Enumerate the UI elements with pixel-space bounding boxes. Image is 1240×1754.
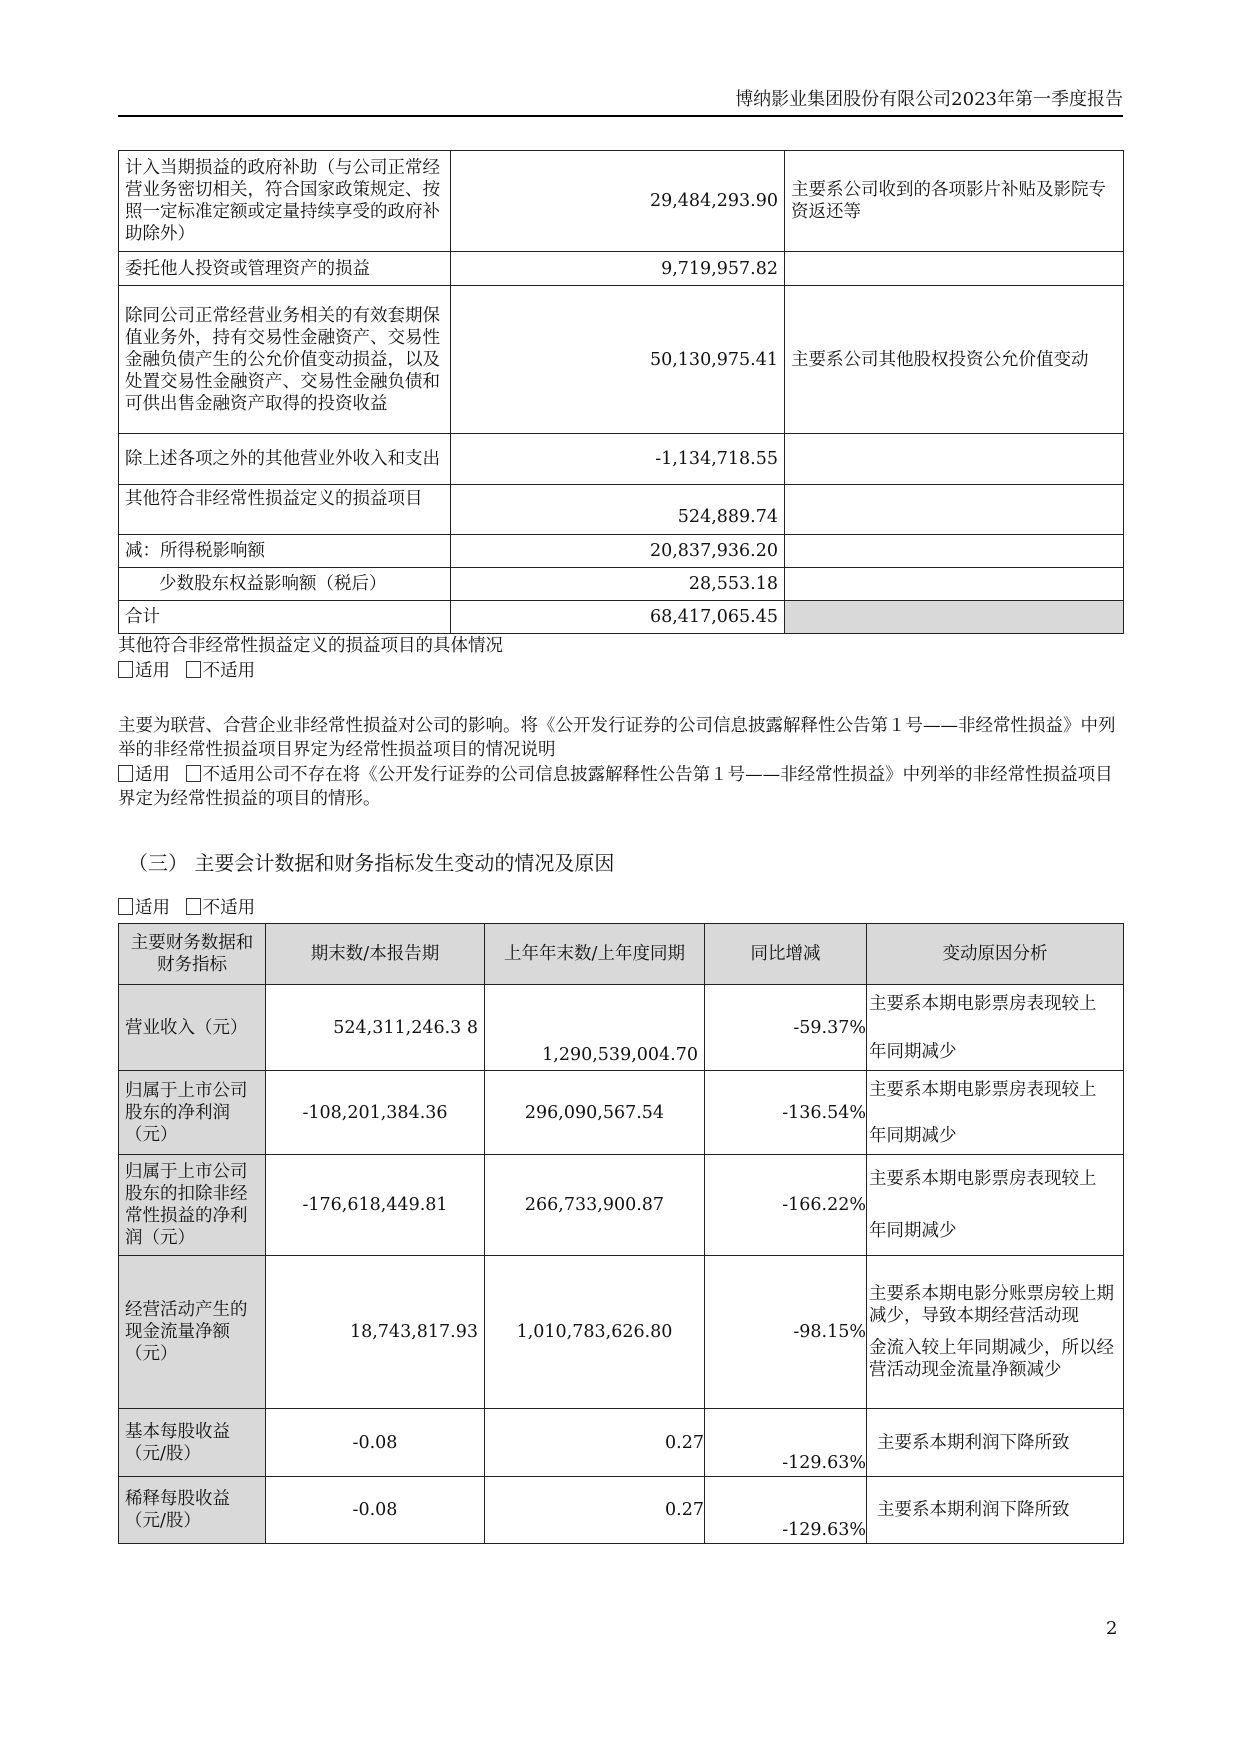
table-row: [119, 1477, 1124, 1544]
header-change: 同比增减: [705, 924, 867, 985]
amount-cell: -1,134,718.55: [451, 434, 785, 485]
item-cell: 委托他人投资或管理资产的损益: [119, 252, 451, 286]
item-cell: 基本每股收益（元/股）: [119, 1409, 266, 1477]
checkbox-applicable: [118, 765, 133, 782]
applicability-line-3: [118, 896, 255, 920]
reason-line-a: 主要系本期电影票房表现较上: [869, 1169, 1097, 1189]
change-cell: -136.54%: [705, 1071, 867, 1155]
reason-line-a: 主要系本期电影票房表现较上: [869, 1079, 1097, 1100]
item-cell: 计入当期损益的政府补助（与公司正常经营业务密切相关，符合国家政策规定、按照一定标准定额或定量持续享受的政府补助除外）: [119, 151, 451, 252]
table-row: [119, 985, 1124, 1071]
label-not-applicable: 不适用: [202, 898, 256, 918]
item-cell: 稀释每股收益（元/股）: [119, 1477, 266, 1544]
current-cell: -0.08: [266, 1477, 485, 1544]
table-row: [119, 485, 1124, 535]
table-row: [119, 1256, 1124, 1409]
reason-cell: 主要系本期利润下降所致: [867, 1409, 1124, 1477]
item-cell: 除上述各项之外的其他营业外收入和支出: [119, 434, 451, 485]
header-item: 主要财务数据和财务指标: [119, 924, 266, 985]
paragraph-1: 主要为联营、合营企业非经常性损益对公司的影响。将《公开发行证券的公司信息披露解释性公告第１号——非经常性损益》中列举的非经常性损益项目界定为经常性损益项目的情况说明: [118, 716, 1116, 760]
amount-cell: 50,130,975.41: [451, 286, 785, 434]
note-cell: [785, 434, 1124, 485]
note-cell: [785, 485, 1124, 535]
table-row: [119, 535, 1124, 568]
header-reason: 变动原因分析: [867, 924, 1124, 985]
amount-cell: 20,837,936.20: [451, 535, 785, 568]
table-row: [119, 1409, 1124, 1477]
table-row: [119, 601, 1124, 634]
amount-cell: 524,889.74: [451, 485, 785, 535]
note-cell: [785, 535, 1124, 568]
prior-cell: 1,290,539,004.70: [485, 985, 705, 1071]
non-recurring-items-table: [118, 150, 1124, 634]
reason-line-a: 主要系本期电影票房表现较上: [869, 993, 1097, 1014]
checkbox-not-applicable: [186, 661, 201, 678]
report-header: 博纳影业集团股份有限公司2023年第一季度报告: [735, 89, 1123, 110]
amount-cell: 9,719,957.82: [451, 252, 785, 286]
applicability-line-1: [118, 659, 255, 683]
change-cell: -129.63%: [705, 1409, 867, 1477]
other-items-title: 其他符合非经常性损益定义的损益项目的具体情况: [118, 636, 503, 656]
amount-cell: 29,484,293.90: [451, 151, 785, 252]
reason-cell: [867, 1155, 1124, 1256]
item-cell: 归属于上市公司股东的扣除非经常性损益的净利润（元）: [119, 1155, 266, 1256]
change-cell: -129.63%: [705, 1477, 867, 1544]
item-cell: 除同公司正常经营业务相关的有效套期保值业务外，持有交易性金融资产、交易性金融负债产生的公允价值变动损益，以及处置交易性金融资产、交易性金融负债和可供出售金融资产取得的投资收益: [119, 286, 451, 434]
item-cell: 其他符合非经常性损益定义的损益项目: [119, 485, 451, 535]
amount-cell: 28,553.18: [451, 568, 785, 601]
header-current: 期末数/本报告期: [266, 924, 485, 985]
reason-cell: [867, 985, 1124, 1071]
prior-cell: 296,090,567.54: [485, 1071, 705, 1155]
reason-cell: [867, 1071, 1124, 1155]
header-rule: [118, 115, 1123, 117]
reason-line-b: 金流入较上年同期减少，所以经营活动现金流量净额减少: [869, 1338, 1114, 1380]
table-header-row: [119, 924, 1124, 985]
paragraph-2: 不适用公司不存在将《公开发行证券的公司信息披露解释性公告第１号——非经常性损益》中列举的非经常性损益项目界定为经常性损益的项目的情形。: [118, 765, 1113, 809]
item-cell: 归属于上市公司股东的净利润（元）: [119, 1071, 266, 1155]
item-cell: 少数股东权益影响额（税后）: [119, 568, 451, 601]
reason-line-a: 主要系本期电影分账票房较上期减少，导致本期经营活动现: [869, 1284, 1114, 1326]
prior-cell: 0.27: [485, 1409, 705, 1477]
financial-indicators-table: [118, 923, 1124, 1544]
label-applicable: 适用: [135, 661, 170, 681]
table-row: [119, 1071, 1124, 1155]
label-applicable: 适用: [135, 898, 170, 918]
header-prior: 上年年末数/上年度同期: [485, 924, 705, 985]
total-label-cell: 合计: [119, 601, 451, 634]
change-cell: -98.15%: [705, 1256, 867, 1409]
table-row: [119, 252, 1124, 286]
reason-line-b: 年同期减少: [869, 1125, 957, 1146]
prior-cell: 1,010,783,626.80: [485, 1256, 705, 1409]
prior-cell: 0.27: [485, 1477, 705, 1544]
table-row: [119, 434, 1124, 485]
prior-cell: 266,733,900.87: [485, 1155, 705, 1256]
current-cell: -108,201,384.36: [266, 1071, 485, 1155]
checkbox-applicable: [118, 898, 133, 915]
total-amount-cell: 68,417,065.45: [451, 601, 785, 634]
item-cell: 减：所得税影响额: [119, 535, 451, 568]
note-cell: [785, 568, 1124, 601]
note-cell: 主要系公司其他股权投资公允价值变动: [785, 286, 1124, 434]
label-applicable: 适用: [135, 765, 170, 785]
current-cell: -0.08: [266, 1409, 485, 1477]
reason-cell: 主要系本期利润下降所致: [867, 1477, 1124, 1544]
change-cell: -166.22%: [705, 1155, 867, 1256]
item-cell: 营业收入（元）: [119, 985, 266, 1071]
table-row: [119, 151, 1124, 252]
total-note-cell: [785, 601, 1124, 634]
reason-line-b: 年同期减少: [869, 1221, 957, 1241]
checkbox-not-applicable: [186, 765, 201, 782]
current-cell: 18,743,817.93: [266, 1256, 485, 1409]
table-row: [119, 286, 1124, 434]
reason-line-b: 年同期减少: [869, 1041, 957, 1062]
section-heading: （三） 主要会计数据和财务指标发生变动的情况及原因: [128, 851, 615, 875]
note-cell: [785, 252, 1124, 286]
note-cell: 主要系公司收到的各项影片补贴及影院专资返还等: [785, 151, 1124, 252]
checkbox-not-applicable: [186, 898, 201, 915]
table-row: [119, 1155, 1124, 1256]
table-row: [119, 568, 1124, 601]
change-cell: -59.37%: [705, 985, 867, 1071]
item-cell: 经营活动产生的现金流量净额（元）: [119, 1256, 266, 1409]
current-cell: -176,618,449.81: [266, 1155, 485, 1256]
reason-cell: [867, 1256, 1124, 1409]
applicability-line-2: [118, 763, 1128, 811]
checkbox-applicable: [118, 661, 133, 678]
page-number: 2: [1106, 1618, 1118, 1639]
label-not-applicable: 不适用: [202, 661, 256, 681]
current-cell: 524,311,246.3 8: [266, 985, 485, 1071]
